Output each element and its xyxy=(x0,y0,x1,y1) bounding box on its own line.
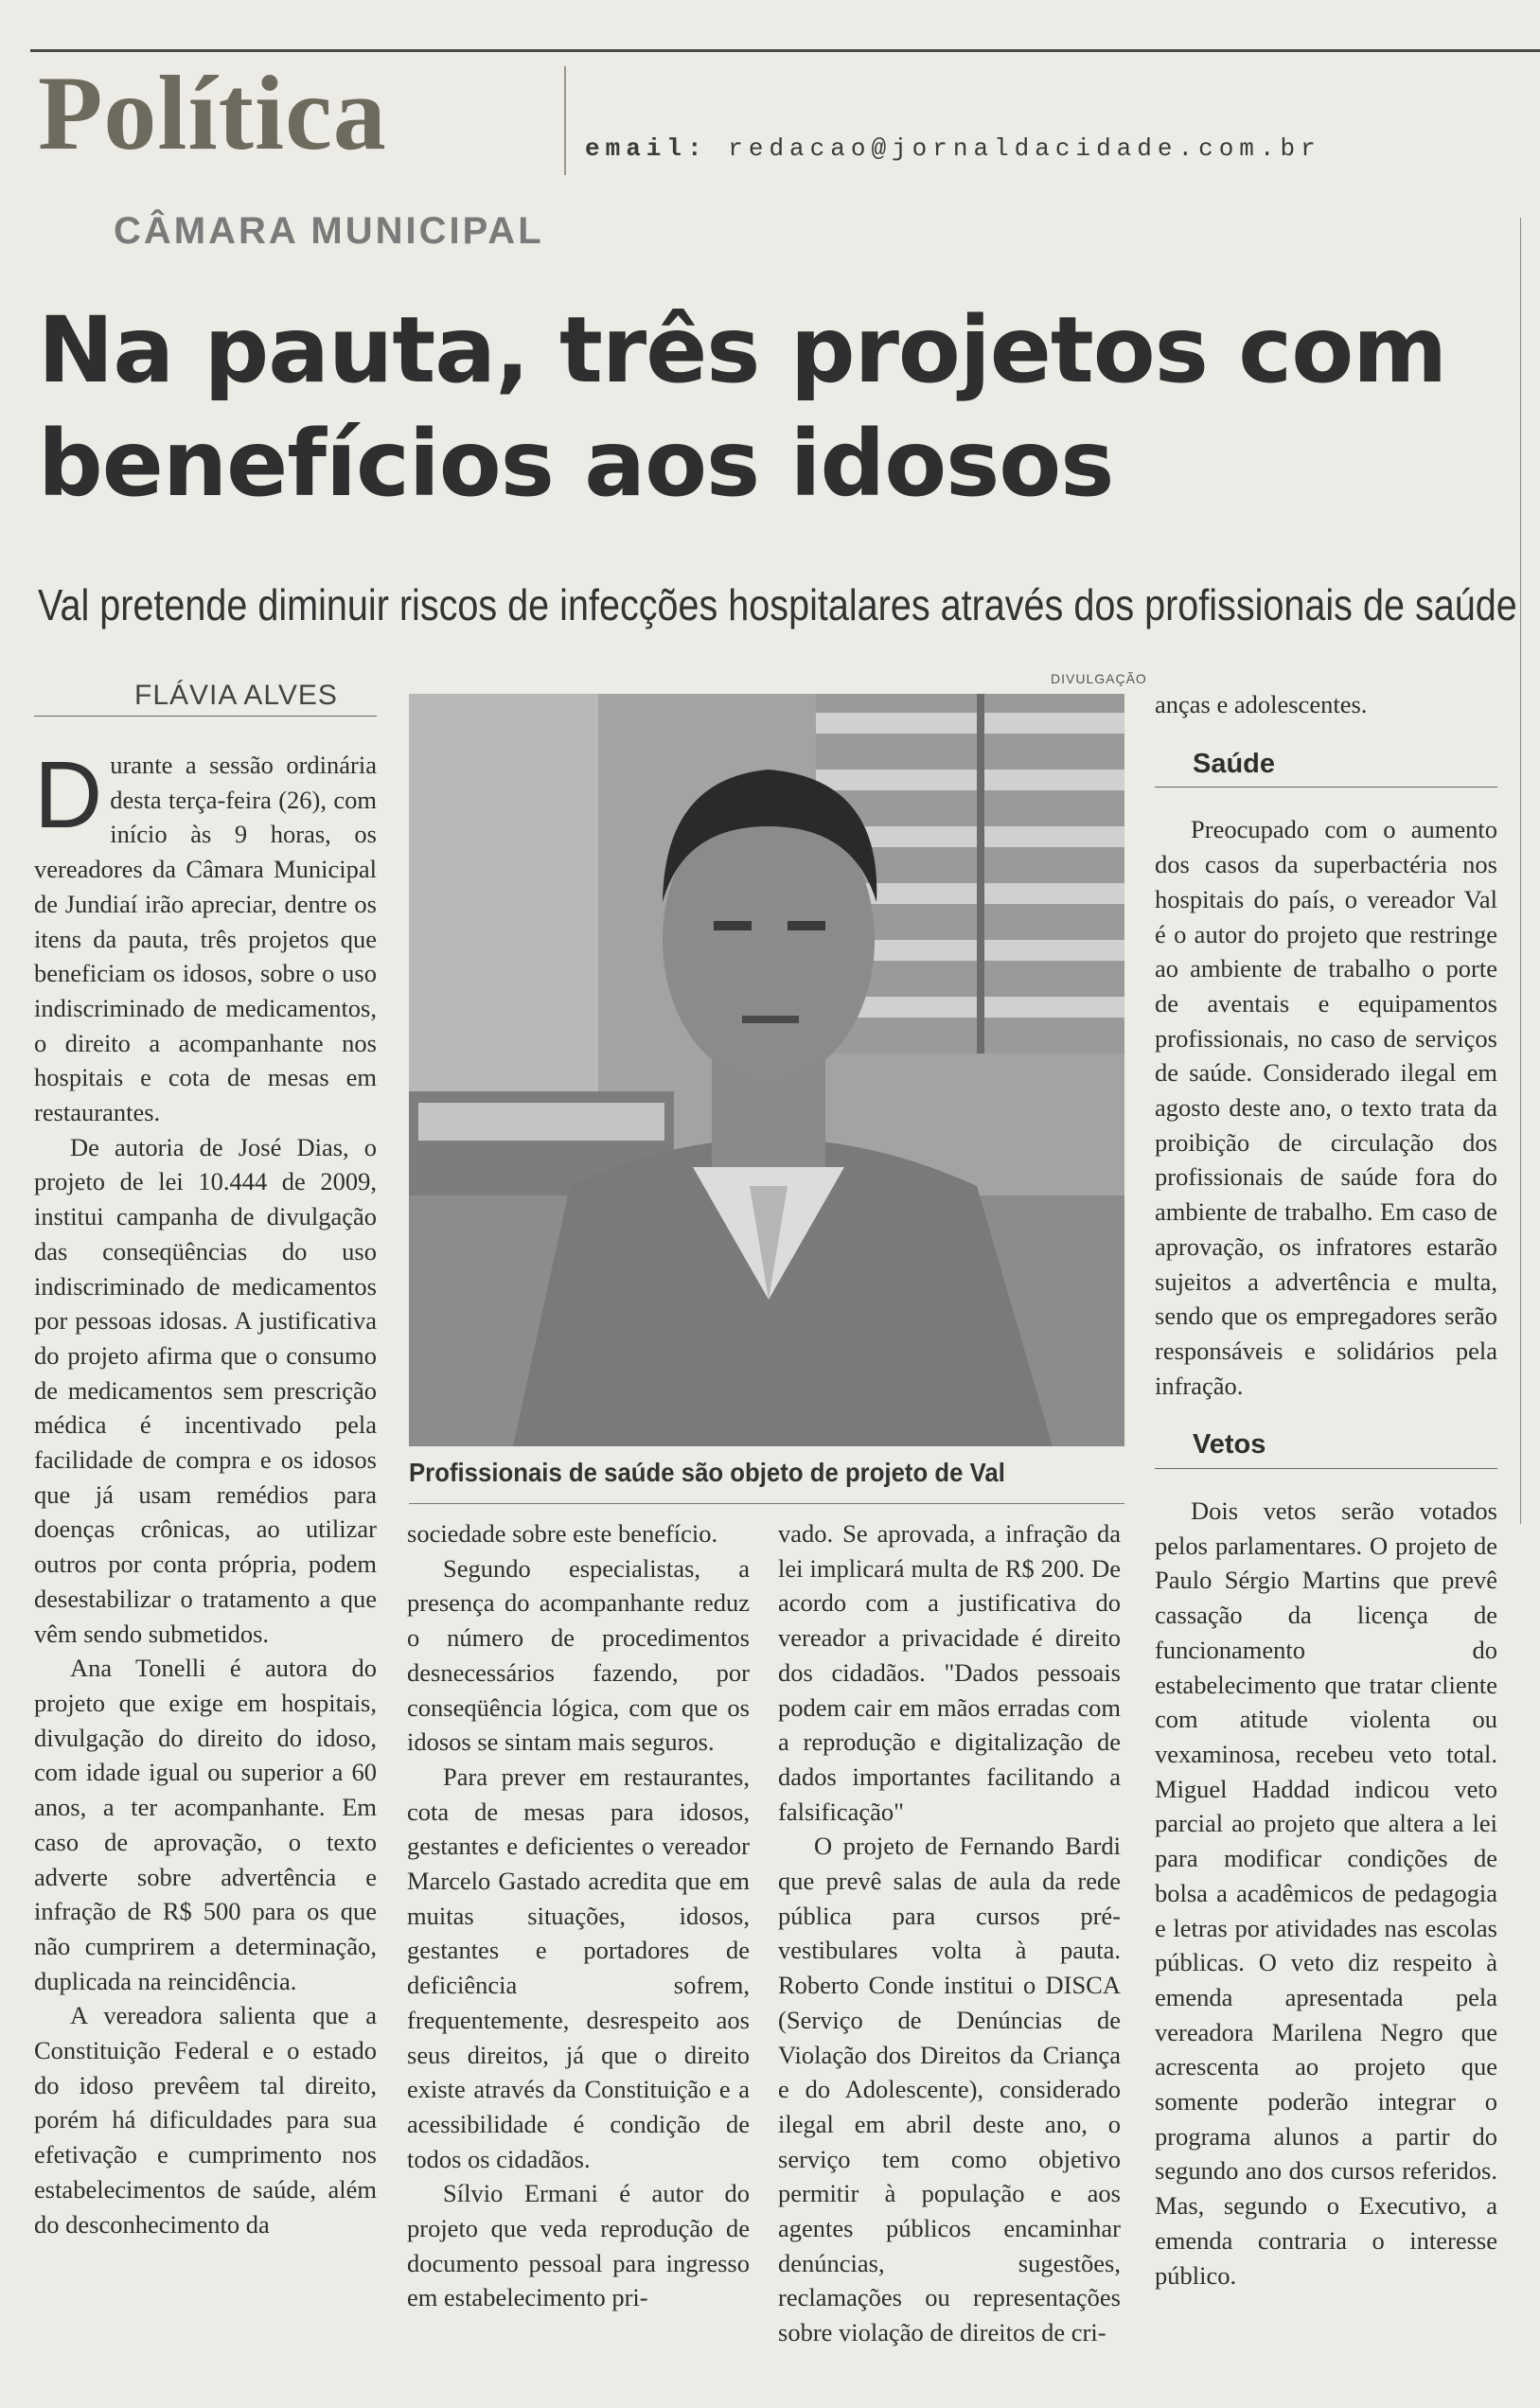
portrait-illustration xyxy=(409,694,1124,1446)
paragraph-1-text: urante a sessão ordinária desta terça-feira (26), com início às 9 horas, os vereadores da Câmara Municipal de Jundiaí irão apreciar, dentre os itens da pauta, três projetos que beneficiam os idosos, sobre o uso indiscriminado de medicamentos, o direito a acompanhante nos hospitais e cota de mesas em restaurantes. xyxy=(34,751,377,1127)
column-3 xyxy=(778,1516,1121,2350)
paragraph-7-continued: vado. Se aprovada, a infração da lei implicará multa de R$ 200. De acordo com a justificativa do vereador a privacidade é direito dos cidadãos. "Dados pessoais podem cair em mãos erradas com a reprodução e digitalização de dados importantes facilitando a falsificação" xyxy=(778,1519,1121,1826)
paragraph-5: Segundo especialistas, a presença do acompanhante reduz o número de procedimentos desnecessários fazendo, por conseqüência lógica, com que os idosos se sintam mais seguros. xyxy=(407,1553,750,1757)
email-address[interactable]: redacao@jornaldacidade.com.br xyxy=(728,134,1321,163)
paragraph-8: O projeto de Fernando Bardi que prevê salas de aula da rede pública para cursos pré-vestibulares volta à pauta. Roberto Conde institui o DISCA (Serviço de Denúncias de Violação dos Direitos da Criança e do Adolescente), considerado ilegal em abril deste ano, o serviço tem como objetivo permitir à população e aos agentes públicos encaminhar denúncias, sugestões, reclamações ou representações sobre violação de direitos de cri- xyxy=(778,1832,1121,2347)
paragraph-8-continued: anças e adolescentes. xyxy=(1155,690,1368,718)
email-line xyxy=(585,134,1321,163)
paragraph-2: De autoria de José Dias, o projeto de lei 10.444 de 2009, institui campanha de divulgação das conseqüências do uso indiscriminado de medicamentos por pessoas idosas. A justificativa do projeto afirma que o consumo de medicamentos sem prescrição médica é incentivado pela facilidade de compra e os idosos que já usam remédios para doenças crônicas, ao utilizar outros por conta própria, podem desestabilizar o tratamento a que vêm sendo submetidos. xyxy=(34,1132,377,1648)
subhead: Val pretende diminuir riscos de infecções hospitalares através dos profissionais de saúde xyxy=(38,580,1517,629)
column-2 xyxy=(407,1516,750,2315)
subsection-head-vetos: Vetos xyxy=(1155,1427,1497,1469)
paragraph-4: A vereadora salienta que a Constituição Federal e o estado do idoso prevêem tal direito, porém há dificuldades para sua efetivação e cumprimento nos estabelecimentos de saúde, além do desconhecimento da xyxy=(34,2001,377,2239)
top-rule xyxy=(30,49,1540,52)
paragraph-4-continued: sociedade sobre este benefício. xyxy=(407,1519,718,1548)
paragraph-6: Para prever em restaurantes, cota de mesas para idosos, gestantes e deficientes o vereador Marcelo Gastado acredita que em muitas situações, idosos, gestantes e portadores de deficiência sofrem, frequentemente, desrespeito aos seus direitos, já que o direito existe através da Constituição e a acessibilidade é condição de todos os cidadãos. xyxy=(407,1762,750,2173)
photo-credit: DIVULGAÇÃO xyxy=(1051,671,1147,686)
byline: FLÁVIA ALVES xyxy=(134,680,338,711)
paragraph-7: Sílvio Ermani é autor do projeto que veda reprodução de documento pessoal para ingresso em estabelecimento pri- xyxy=(407,2179,750,2312)
article-photo xyxy=(409,694,1124,1446)
kicker: CÂMARA MUNICIPAL xyxy=(114,210,544,252)
paragraph-10: Dois vetos serão votados pelos parlamentares. O projeto de Paulo Sérgio Martins que prevê cassação da licença de funcionamento do estabelecimento que tratar cliente com atitude violenta ou vexaminosa, recebeu veto total. Miguel Haddad indicou veto parcial ao projeto que altera a lei para modificar condições de bolsa a acadêmicos de pedagogia e letras por atividades nas escolas públicas. O veto diz respeito à emenda apresentada pela vereadora Marilena Negro que acrescenta ao projeto que somente poderão integrar o programa alunos a partir do segundo ano dos cursos referidos. Mas, segundo o Executivo, a emenda contraria o interesse público. xyxy=(1155,1496,1497,2290)
caption-rule xyxy=(409,1503,1124,1504)
subsection-head-saude: Saúde xyxy=(1155,747,1497,788)
right-rule xyxy=(1520,218,1521,1524)
section-title: Política xyxy=(38,55,387,172)
paragraph-9: Preocupado com o aumento dos casos da superbactéria nos hospitais do país, o vereador Val é o autor do projeto que restringe ao ambiente de trabalho o porte de aventais e equipamentos profissionais, no caso de serviços de saúde. Considerado ilegal em agosto deste ano, o texto trata da proibição de circulação dos profissionais de saúde fora do ambiente de trabalho. Em caso de aprovação, os infratores estarão sujeitos a advertência e multa, sendo que os empregadores serão responsáveis e solidários pela infração. xyxy=(1155,815,1497,1400)
byline-rule xyxy=(34,716,377,717)
column-1 xyxy=(34,742,377,2241)
title-divider xyxy=(564,66,566,175)
email-label: email: xyxy=(585,134,708,163)
paragraph-3: Ana Tonelli é autora do projeto que exige em hospitais, divulgação do direito do idoso, com idade igual ou superior a 60 anos, a ter acompanhante. Em caso de aprovação, o texto adverte sobre advertência e infração de R$ 500 para os que não cumprirem a determinação, duplicada na reincidência. xyxy=(34,1654,377,1995)
photo-caption: Profissionais de saúde são objeto de projeto de Val xyxy=(409,1458,1005,1487)
dropcap: D xyxy=(34,742,103,848)
paragraph-1 xyxy=(34,742,377,1130)
headline: Na pauta, três projetos com benefícios aos idosos xyxy=(38,297,1447,517)
column-4 xyxy=(1155,687,1497,2293)
